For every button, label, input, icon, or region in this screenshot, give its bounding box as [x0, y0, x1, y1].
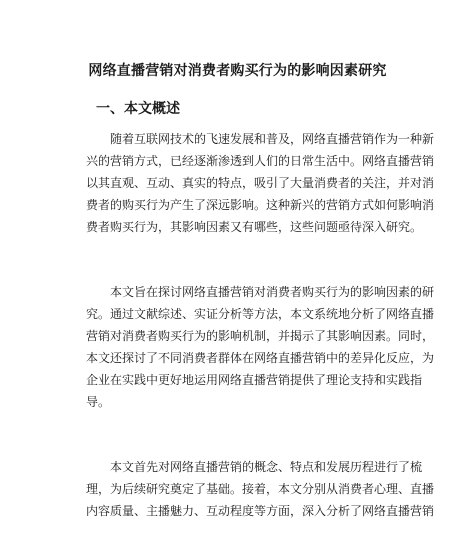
paragraph-line: 究。通过文献综述、实证分析等方法，本文系统地分析了网络直播 — [86, 307, 435, 321]
paragraph-line: 营销对消费者购买行为的影响机制，并揭示了其影响因素。同时， — [86, 329, 435, 343]
paragraph-1 — [86, 128, 435, 238]
paragraph-line: 导。 — [86, 395, 111, 409]
paragraph-line: 企业在实践中更好地运用网络直播营销提供了理论支持和实践指 — [86, 373, 423, 387]
paragraph-line: 理，为后续研究奠定了基础。接着，本文分别从消费者心理、直播 — [86, 482, 435, 496]
paragraph-line: 费者购买行为，其影响因素又有哪些，这些问题亟待深入研究。 — [86, 220, 423, 234]
section-heading: 一、本文概述 — [96, 101, 180, 117]
paragraph-line: 费者的购买行为产生了深远影响。这种新兴的营销方式如何影响消 — [86, 198, 435, 212]
paragraph-line: 本文还探讨了不同消费者群体在网络直播营销中的差异化反应，为 — [86, 351, 435, 365]
paragraph-line: 内容质量、主播魅力、互动程度等方面，深入分析了网络直播营销 — [86, 504, 435, 518]
document-title: 网络直播营销对消费者购买行为的影响因素研究 — [88, 63, 387, 79]
paragraph-2 — [86, 281, 435, 413]
paragraph-line: 随着互联网技术的飞速发展和普及，网络直播营销作为一种新 — [110, 132, 435, 146]
paragraph-line: 本文旨在探讨网络直播营销对消费者购买行为的影响因素的研 — [110, 285, 435, 299]
paragraph-line: 以其直观、互动、真实的特点，吸引了大量消费者的关注，并对消 — [86, 176, 435, 190]
paragraph-3 — [86, 456, 435, 522]
paragraph-line: 本文首先对网络直播营销的概念、特点和发展历程进行了梳 — [110, 460, 423, 474]
paragraph-line: 兴的营销方式，已经逐渐渗透到人们的日常生活中。网络直播营销 — [86, 154, 435, 168]
